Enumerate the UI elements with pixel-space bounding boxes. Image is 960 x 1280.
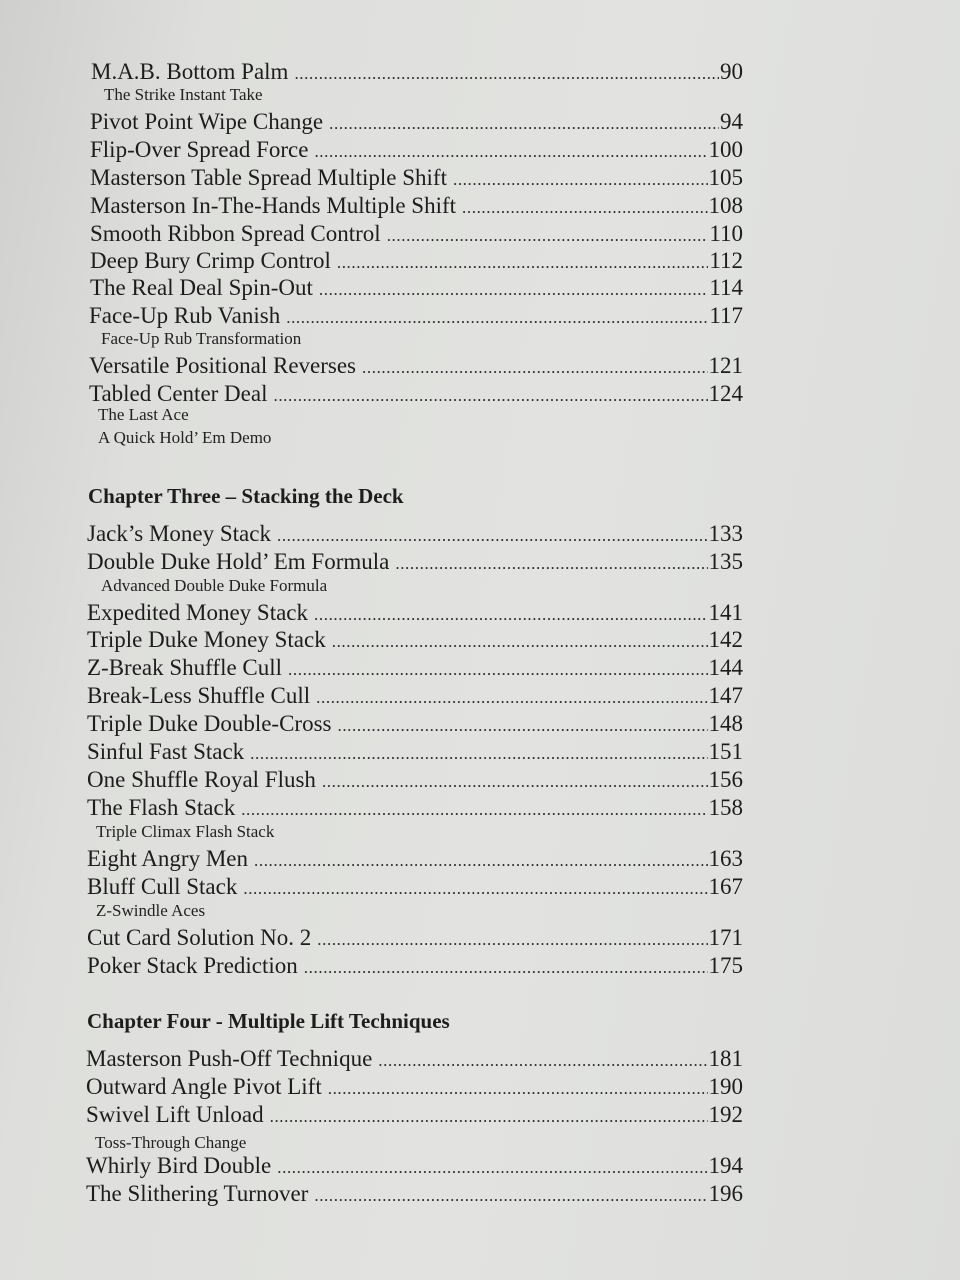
toc-entry-page-number: 196 <box>708 1181 743 1206</box>
toc-entry-page-number: 108 <box>708 193 743 218</box>
toc-entry-title: The Flash Stack <box>87 795 236 820</box>
toc-subentry: A Quick Hold’ Em Demo <box>98 428 272 447</box>
toc-subentry: Toss-Through Change <box>95 1133 247 1152</box>
toc-entry-title: The Real Deal Spin-Out <box>90 275 313 300</box>
toc-entry-page-number: 181 <box>708 1046 743 1071</box>
toc-entry-page-number: 148 <box>708 711 743 736</box>
toc-entry-title: The Slithering Turnover <box>86 1181 309 1206</box>
dot-leader <box>241 796 707 824</box>
dot-leader <box>387 222 709 250</box>
toc-entry-title: Masterson Push-Off Technique <box>86 1046 373 1071</box>
dot-leader <box>322 768 708 796</box>
dot-leader <box>304 954 708 982</box>
toc-entry-title: Masterson In-The-Hands Multiple Shift <box>90 193 457 218</box>
dot-leader <box>314 1182 707 1210</box>
toc-entry-title: Whirly Bird Double <box>86 1153 272 1178</box>
toc-entry-page-number: 94 <box>720 109 743 134</box>
toc-entry-page-number: 163 <box>708 846 743 871</box>
toc-entry-title: Bluff Cull Stack <box>87 874 238 899</box>
toc-entry <box>87 738 743 768</box>
toc-entry-title: Poker Stack Prediction <box>87 953 298 978</box>
toc-entry <box>86 1152 743 1182</box>
toc-entry-page-number: 194 <box>708 1153 743 1178</box>
toc-entry-title: Break-Less Shuffle Cull <box>87 683 311 708</box>
toc-entry-page-number: 110 <box>709 221 743 246</box>
toc-entry <box>87 766 743 796</box>
toc-entry <box>90 136 743 166</box>
toc-entry-title: Eight Angry Men <box>87 846 248 871</box>
toc-entry <box>90 164 743 194</box>
dot-leader <box>328 1075 708 1103</box>
dot-leader <box>453 166 708 194</box>
toc-entry <box>87 520 743 550</box>
toc-subentry: Face-Up Rub Transformation <box>101 329 302 348</box>
dot-leader <box>254 847 708 875</box>
dot-leader <box>250 740 707 768</box>
toc-entry <box>86 1073 743 1103</box>
toc-entry <box>86 1101 743 1131</box>
toc-entry <box>91 58 743 88</box>
toc-entry-page-number: 175 <box>708 953 743 978</box>
toc-entry <box>90 247 743 277</box>
toc-entry-page-number: 192 <box>708 1102 743 1127</box>
toc-entry <box>89 302 743 332</box>
toc-entry-title: Versatile Positional Reverses <box>89 353 357 378</box>
toc-entry <box>90 108 743 138</box>
toc-entry-page-number: 142 <box>708 627 743 652</box>
toc-entry-page-number: 90 <box>720 59 743 84</box>
toc-entry <box>87 873 743 903</box>
dot-leader <box>317 926 707 954</box>
dot-leader <box>314 601 707 629</box>
toc-entry-title: Deep Bury Crimp Control <box>90 248 331 273</box>
toc-entry-title: Smooth Ribbon Spread Control <box>90 221 381 246</box>
toc-subentry: The Strike Instant Take <box>104 85 263 104</box>
toc-entry <box>86 1045 743 1075</box>
toc-entry <box>87 682 743 712</box>
toc-subentry: Advanced Double Duke Formula <box>101 576 328 595</box>
toc-entry <box>87 845 743 875</box>
dot-leader <box>277 1154 707 1182</box>
toc-entry-title: Pivot Point Wipe Change <box>90 109 324 134</box>
dot-leader <box>270 1103 708 1131</box>
toc-entry <box>89 352 743 382</box>
toc-entry-title: Expedited Money Stack <box>87 600 309 625</box>
toc-entry-title: M.A.B. Bottom Palm <box>91 59 289 84</box>
toc-entry-title: Triple Duke Money Stack <box>87 627 326 652</box>
toc-entry-title: Face-Up Rub Vanish <box>89 303 281 328</box>
dot-leader <box>316 684 707 712</box>
toc-entry-title: Jack’s Money Stack <box>87 521 271 546</box>
toc-entry <box>87 626 743 656</box>
toc-entry-page-number: 135 <box>708 549 743 574</box>
toc-entry-title: Cut Card Solution No. 2 <box>87 925 312 950</box>
chapter-heading: Chapter Three – Stacking the Deck <box>88 484 404 508</box>
toc-entry-title: Sinful Fast Stack <box>87 739 245 764</box>
dot-leader <box>362 354 707 382</box>
toc-entry-page-number: 167 <box>708 874 743 899</box>
dot-leader <box>243 875 707 903</box>
toc-subentry: Z-Swindle Aces <box>96 901 206 920</box>
toc-entry-page-number: 112 <box>709 248 743 273</box>
toc-entry <box>87 794 743 824</box>
dot-leader <box>319 276 708 304</box>
toc-entry-title: Tabled Center Deal <box>89 381 268 406</box>
toc-entry-page-number: 158 <box>708 795 743 820</box>
toc-subentry: The Last Ace <box>98 405 189 424</box>
toc-entry-page-number: 133 <box>708 521 743 546</box>
toc-entry <box>87 548 743 578</box>
toc-entry <box>86 1180 743 1210</box>
toc-entry-page-number: 144 <box>708 655 743 680</box>
toc-entry <box>90 220 743 250</box>
toc-entry <box>87 952 743 982</box>
toc-entry-page-number: 124 <box>708 381 743 406</box>
toc-entry-page-number: 105 <box>708 165 743 190</box>
toc-entry-title: Double Duke Hold’ Em Formula <box>87 549 390 574</box>
dot-leader <box>286 304 708 332</box>
dot-leader <box>337 712 707 740</box>
dot-leader <box>273 382 707 410</box>
dot-leader <box>288 656 707 684</box>
chapter-heading: Chapter Four - Multiple Lift Techniques <box>87 1009 450 1033</box>
toc-entry-page-number: 156 <box>708 767 743 792</box>
toc-entry <box>90 274 743 304</box>
toc-entry-title: One Shuffle Royal Flush <box>87 767 316 792</box>
toc-entry-title: Z-Break Shuffle Cull <box>87 655 283 680</box>
toc-subentry: Triple Climax Flash Stack <box>96 822 275 841</box>
dot-leader <box>277 522 708 550</box>
toc-entry-page-number: 121 <box>708 353 743 378</box>
toc-entry-page-number: 117 <box>709 303 743 328</box>
toc-entry-title: Flip-Over Spread Force <box>90 137 309 162</box>
toc-entry-page-number: 171 <box>708 925 743 950</box>
dot-leader <box>462 194 707 222</box>
toc-entry-title: Triple Duke Double-Cross <box>87 711 332 736</box>
toc-entry-page-number: 147 <box>708 683 743 708</box>
dot-leader <box>314 138 707 166</box>
toc-entry-page-number: 151 <box>708 739 743 764</box>
toc-entry-page-number: 100 <box>708 137 743 162</box>
toc-entry-title: Swivel Lift Unload <box>86 1102 264 1127</box>
toc-entry <box>87 710 743 740</box>
dot-leader <box>332 628 708 656</box>
dot-leader <box>337 249 709 277</box>
toc-entry <box>87 654 743 684</box>
toc-entry-title: Masterson Table Spread Multiple Shift <box>90 165 447 190</box>
toc-entry <box>87 599 743 629</box>
toc-entry <box>90 192 743 222</box>
dot-leader <box>395 550 707 578</box>
toc-entry <box>87 924 743 954</box>
dot-leader <box>378 1047 707 1075</box>
dot-leader <box>329 110 719 138</box>
toc-entry-page-number: 114 <box>709 275 743 300</box>
toc-entry-page-number: 190 <box>708 1074 743 1099</box>
toc-entry-page-number: 141 <box>708 600 743 625</box>
dot-leader <box>294 60 719 88</box>
toc-entry-title: Outward Angle Pivot Lift <box>86 1074 322 1099</box>
